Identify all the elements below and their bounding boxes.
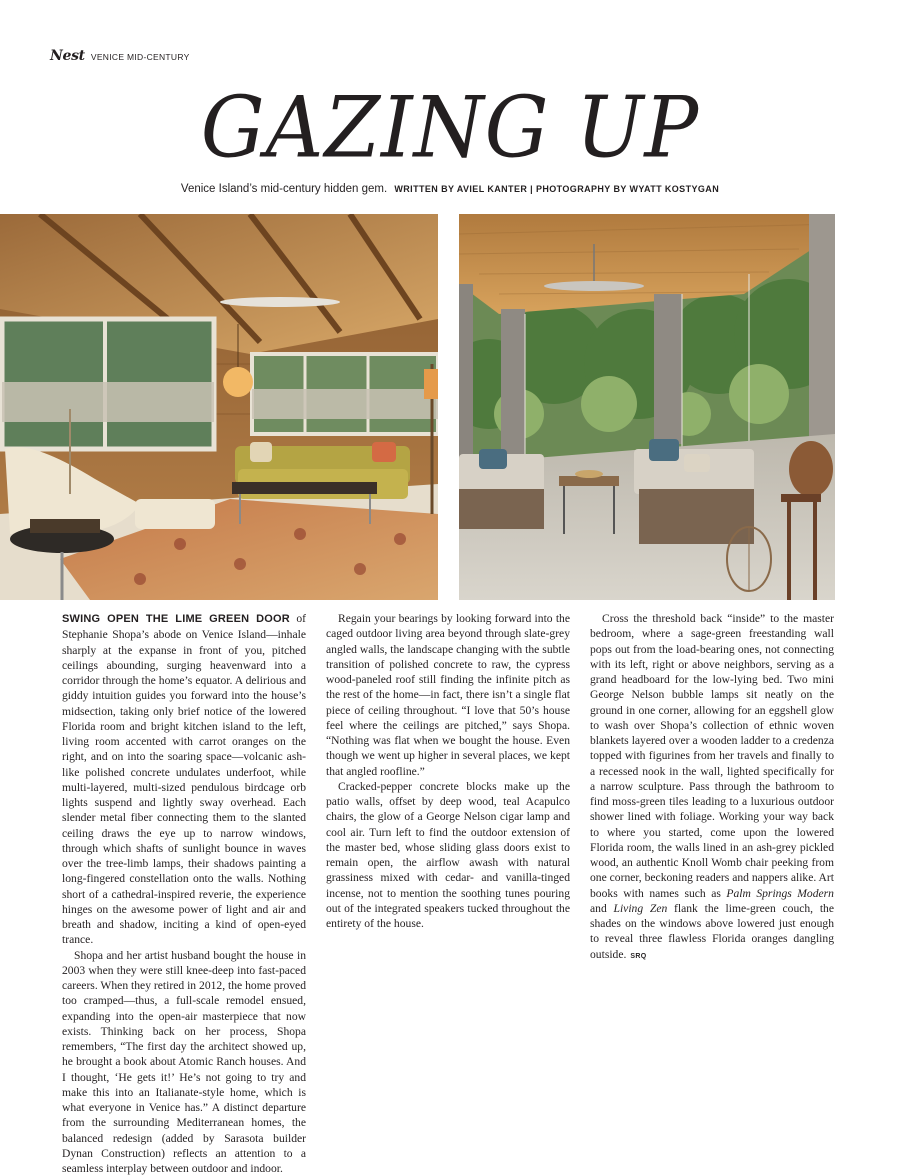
article-paragraph — [590, 611, 834, 964]
article-paragraph — [62, 948, 306, 1176]
article-paragraph — [326, 611, 570, 779]
living-room-photo — [0, 214, 438, 600]
section-label: VENICE MID-CENTURY — [91, 52, 190, 62]
book-title: Living Zen — [614, 902, 668, 915]
outdoor-patio-photo — [459, 214, 835, 600]
article-paragraph — [326, 779, 570, 932]
end-mark: SRQ — [630, 953, 646, 960]
lead-in: SWING OPEN THE LIME GREEN DOOR — [62, 613, 290, 625]
article-paragraph — [62, 611, 306, 948]
dek-text: Venice Island’s mid-century hidden gem. — [181, 183, 387, 195]
article-column-3 — [590, 611, 834, 964]
article-title: GAZING UP — [0, 86, 900, 170]
paragraph-text: Regain your bearings by looking forward into the caged outdoor living area beyond through slate-grey angled walls, the landscape changing with the subtle transition of polished concrete to raw, the cypress wood-paneled roof still finding the infinite pitch as the rest of the home—in fact, there isn’t a single flat piece of ceiling throughout. “I love that 50’s house feel where the ceilings are pitched,” says Shopa. “Nothing was flat when we bought the house. Even though we went up higher in several places, we kept that angled roofline.” — [326, 612, 570, 778]
book-title: Palm Springs Modern — [726, 887, 834, 900]
paragraph-text: of Stephanie Shopa’s abode on Venice Island—inhale sharply at the expanse in front of you, pitched ceilings abounding, surging heavenward into a corridor through the home’s equator. A delirious and giddy intuition guides you forward into the house’s midsection, taking only brief notice of the lowered Florida room and bright kitchen island to the left, living room accented with carrot oranges on the right, and on into the soaring space—volcanic ash-like polished concrete undulates underfoot, while multi-layered, multi-sized pendulous birdcage orb lights suspend and lightly sway overhead. Each slender metal fiber connecting them to the slanted ceiling draws the eye up to narrow windows, through which shafts of sunlight bounce in waves over the tree-limb lamps, their shadows painting a long-fingered constellation onto the walls. Nothing short of a cathedral-inspired reverie, the experience hinges on the awesome power of light and air and breath and shadow, inciting a kind of open-eyed trance. — [62, 612, 306, 946]
paragraph-text: and — [590, 902, 614, 915]
article-column-1 — [62, 611, 306, 1176]
magazine-brand: Nest — [50, 48, 85, 64]
paragraph-text: flank the lime-green couch, the shades on the windows above lowered just enough to reveal three flawless Florida oranges dangling outside. — [590, 902, 834, 961]
article-dek — [0, 183, 900, 195]
paragraph-text: Cracked-pepper concrete blocks make up the patio walls, offset by deep wood, teal Acapulco chairs, the glow of a George Nelson cigar lamp and cool air. Turn left to find the outdoor extension of the master bed, whose sliding glass doors exist to remain open, the airflow awash with natural grassiness mixed with cedar- and vanilla-tinged incense, not to mention the soothing tunes pouring out of the integrated speakers tucked throughout the entirety of the house. — [326, 780, 570, 930]
paragraph-text: Cross the threshold back “inside” to the master bedroom, where a sage-green freestanding wall pops out from the load-bearing ones, not connecting with its left, right or above neighbors, serving as a grand headboard for the low-lying bed. Two mini George Nelson bubble lamps sit neatly on the ground in one corner, allowing for an eggshell glow to wash over Shopa’s collection of ethnic woven blankets layered over a wooden ladder to a credenza topped with figurines from her travels and finally to a recessed nook in the wall, lighted specifically for a narrow sculpture. Pass through the bathroom to find moss-green tiles leading to a luxurious outdoor shower lined with foliage. Working your way back to where you started, come upon the lowered Florida room, the walls lined in an ash-grey pickled wood, an authentic Knoll Womb chair peeking from one corner, beckoning readers and nappers alike. Art books with names such as — [590, 612, 834, 900]
dek-credits: WRITTEN BY AVIEL KANTER | PHOTOGRAPHY BY WYATT KOSTYGAN — [394, 184, 719, 194]
article-column-2 — [326, 611, 570, 931]
page-header — [50, 48, 190, 64]
paragraph-text: Shopa and her artist husband bought the house in 2003 when they were still knee-deep into fast-paced careers. When they retired in 2012, the home proved too cramped—thus, a full-scale remodel ensued, expanding into the open-air masterpiece that now exists. Thinking back on her process, Shopa remembers, “The first day the architect showed up, he brought a book about Atomic Ranch houses. And I thought, ‘He gets it!’ He’s not going to try and make this into an Italianate-style home, which is what everyone in Venice has.” A distinct departure from the surrounding Mediterranean homes, the balanced redesign (added by Sarasota builder Dynan Construction) reflects an attention to a seamless interplay between outdoor and indoor. — [62, 949, 306, 1176]
